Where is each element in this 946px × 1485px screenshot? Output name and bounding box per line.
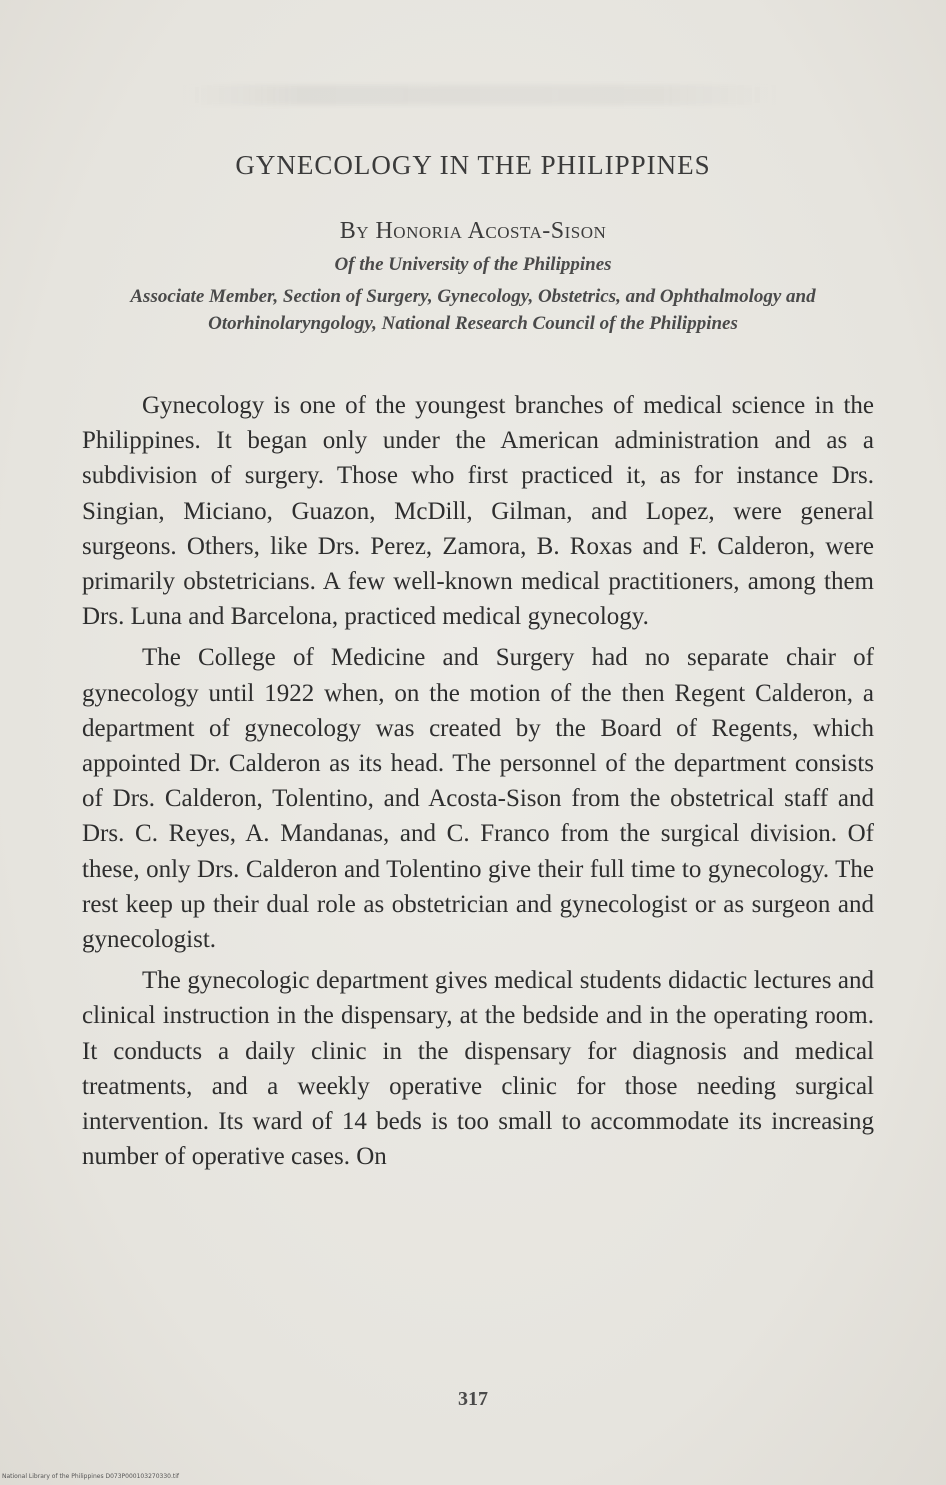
affiliation-council: Associate Member, Section of Surgery, Gynecology, Obstetrics, and Ophthalmology and Otorhinolaryngology, National Research Council of the Philippines xyxy=(130,286,816,334)
paragraph-3: The gynecologic department gives medical students didactic lectures and clinical instruction in the dispensary, at the bedside and in the operating room. It conducts a daily clinic in the dispensary for diagnosis and medical treatments, and a weekly operative clinic for those needing surgical intervention. Its ward of 14 beds is too small to accommodate its increasing number of operative cases. On xyxy=(82,967,874,1171)
affiliation-university: Of the University of the Philippines xyxy=(334,254,612,275)
author-line: By Honoria Acosta-Sison xyxy=(339,218,607,244)
article-body xyxy=(82,388,874,1180)
scan-credit: National Library of the Philippines D073P000103270330.tif xyxy=(2,1473,180,1480)
bleed-through-shadow xyxy=(180,85,780,105)
article-title: GYNECOLOGY IN THE PHILIPPINES xyxy=(235,150,711,180)
paragraph-2: The College of Medicine and Surgery had no separate chair of gynecology until 1922 when, on the motion of the then Regent Calderon, a department of gynecology was created by the Board of Regents, which appointed Dr. Calderon as its head. The personnel of the department consists of Drs. Calderon, Tolentino, and Acosta-Sison from the obstetrical staff and Drs. C. Reyes, A. Mandanas, and C. Franco from the surgical division. Of these, only Drs. Calderon and Tolentino give their full time to gynecology. The rest keep up their dual role as obstetrician and gynecologist or as surgeon and gynecologist. xyxy=(82,644,874,954)
page-number: 317 xyxy=(458,1388,488,1410)
paragraph-1: Gynecology is one of the youngest branches of medical science in the Philippines. It began only under the American administration and as a subdivision of surgery. Those who first practiced it, as for instance Drs. Singian, Miciano, Guazon, McDill, Gilman, and Lopez, were general surgeons. Others, like Drs. Perez, Zamora, B. Roxas and F. Calderon, were primarily obstetricians. A few well-known medical practitioners, among them Drs. Luna and Barcelona, practiced medical gynecology. xyxy=(82,392,874,631)
